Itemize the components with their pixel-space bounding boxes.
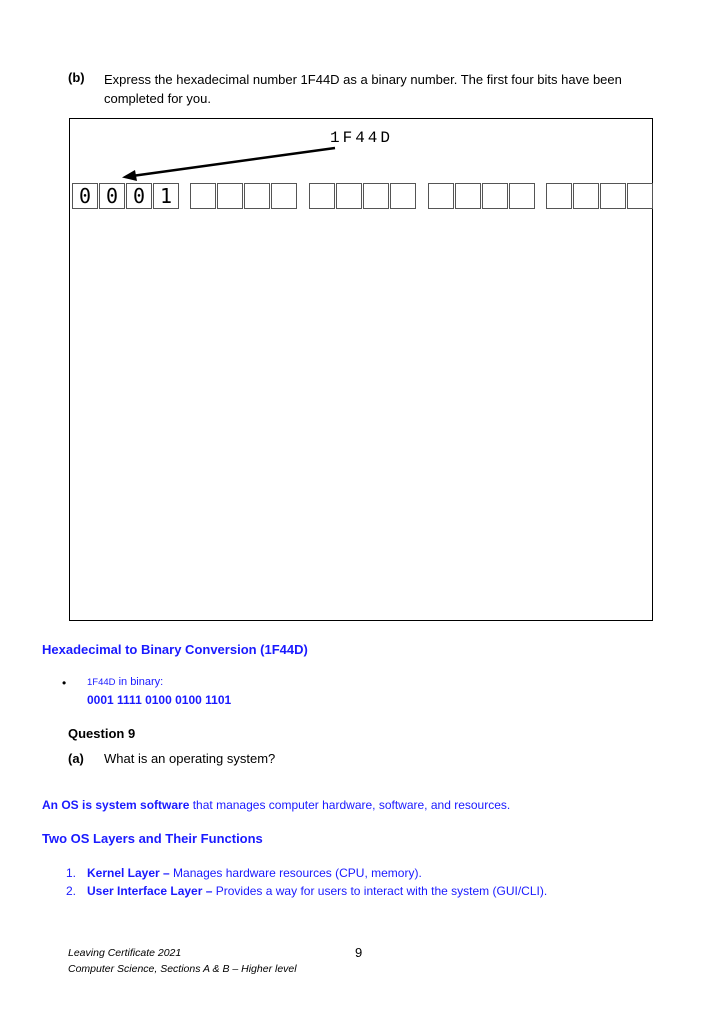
footer-exam-subtitle: Computer Science, Sections A & B – Higher level (68, 963, 297, 975)
question-b-label: (b) (68, 70, 85, 85)
bit-box[interactable] (217, 183, 243, 209)
bit-box: 0 (126, 183, 152, 209)
bit-box[interactable] (455, 183, 481, 209)
bit-box[interactable] (336, 183, 362, 209)
os-layers-heading: Two OS Layers and Their Functions (42, 831, 263, 846)
page-number: 9 (355, 945, 363, 960)
layer-1-name: Kernel Layer – (87, 866, 170, 880)
bit-box[interactable] (482, 183, 508, 209)
layer-1-number: 1. (66, 866, 77, 880)
footer-exam-title: Leaving Certificate 2021 (68, 947, 182, 959)
bit-box[interactable] (390, 183, 416, 209)
bullet-icon: • (62, 676, 67, 690)
layer-2-name: User Interface Layer – (87, 884, 213, 898)
layer-2-number: 2. (66, 884, 77, 898)
question-9a-text: What is an operating system? (104, 751, 276, 766)
layer-1-item (87, 866, 422, 880)
binary-label-rest: in binary: (115, 676, 164, 688)
question-9-title: Question 9 (68, 726, 136, 741)
layer-1-desc: Manages hardware resources (CPU, memory). (169, 866, 422, 880)
nibble-group-2 (190, 183, 298, 209)
bit-box[interactable] (546, 183, 572, 209)
bit-box[interactable] (309, 183, 335, 209)
bit-box[interactable] (363, 183, 389, 209)
bit-box[interactable] (271, 183, 297, 209)
os-definition-rest: that manages computer hardware, software, and resources. (189, 798, 511, 812)
bit-box[interactable] (627, 183, 653, 209)
question-b-text: Express the hexadecimal number 1F44D as a binary number. The first four bits have been completed for you. (104, 72, 622, 106)
layer-2-desc: Provides a way for users to interact with the system (GUI/CLI). (212, 884, 548, 898)
conversion-heading: Hexadecimal to Binary Conversion (1F44D) (42, 642, 308, 657)
os-definition-bold: An OS is system software (42, 798, 190, 812)
bit-box: 1 (153, 183, 179, 209)
bit-box[interactable] (428, 183, 454, 209)
nibble-group-3 (309, 183, 417, 209)
nibble-group-1 (72, 183, 180, 209)
bit-box[interactable] (509, 183, 535, 209)
os-definition (42, 798, 510, 812)
nibble-group-5 (546, 183, 654, 209)
bit-box: 0 (99, 183, 125, 209)
question-9a-label: (a) (68, 751, 84, 766)
bit-box[interactable] (190, 183, 216, 209)
bit-box[interactable] (573, 183, 599, 209)
binary-label (87, 676, 163, 688)
bit-box[interactable] (244, 183, 270, 209)
hex-number-label: 1F44D (330, 129, 394, 147)
bit-box[interactable] (600, 183, 626, 209)
binary-value: 0001 1111 0100 0100 1101 (87, 693, 232, 707)
bit-box: 0 (72, 183, 98, 209)
nibble-group-4 (428, 183, 536, 209)
binary-label-hex: 1F44D (87, 677, 116, 688)
layer-2-item (87, 884, 547, 898)
